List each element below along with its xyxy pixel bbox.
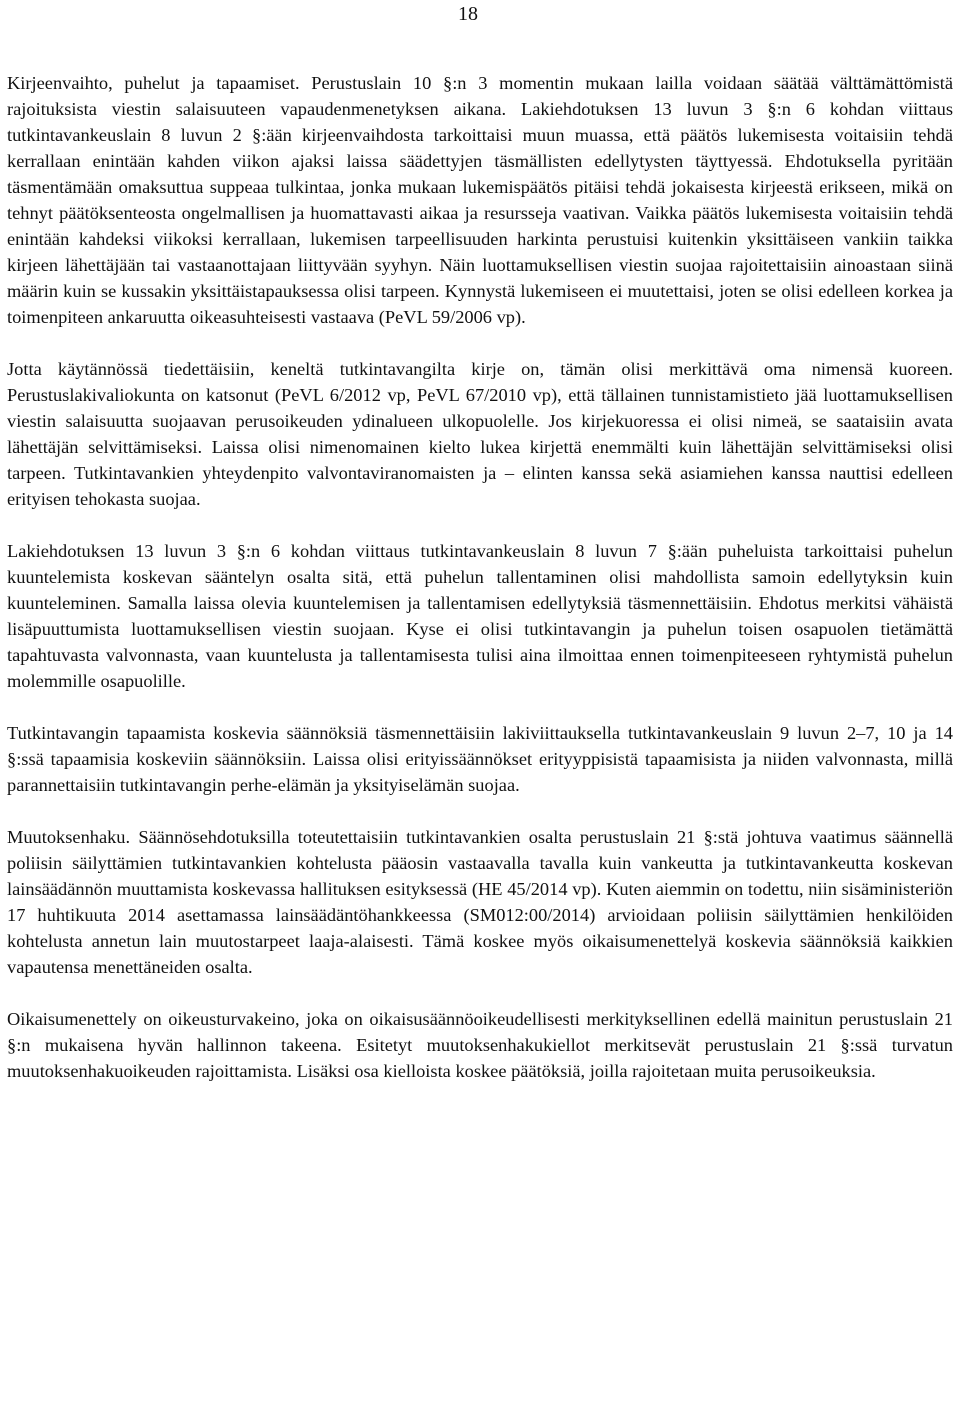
page-number: 18 — [458, 3, 478, 25]
paragraph-correspondence: Kirjeenvaihto, puhelut ja tapaamiset. Perustuslain 10 §:n 3 momentin mukaan lailla voidaan säätää välttämättömistä rajoituksista viestin salaisuuteen vapaudenmenetyksen aikana. Lakiehdotuksen 13 luvun 3 §:n 6 kohdan viittaus tutkintavankeuslain 8 luvun 2 §:ään kirjeenvaihdosta tarkoittaisi muun muassa, että päätös lukemisesta voitaisiin tehdä kerrallaan enintään kahden viikon ajaksi laissa säädettyjen täsmällisten edellytysten täyttyessä. Ehdotuksella pyritään täsmentämään omaksuttua suppeaa tulkintaa, jonka mukaan lukemispäätös pitäisi tehdä jokaisesta kirjeestä erikseen, mikä on tehnyt päätöksenteosta ongelmallisen ja huomattavasti aikaa ja resursseja vaativan. Vaikka päätös lukemisesta voitaisiin tehdä enintään kahdeksi viikoksi kerrallaan, lukemisen tarpeellisuuden harkinta perustuisi kuitenkin yksittäiseen vankiin taikka kirjeen lähettäjään tai vastaanottajaan liittyvään syyhyn. Näin luottamuksellisen viestin suojaa rajoitettaisiin ainoastaan siinä määrin kuin se kussakin yksittäistapauksessa olisi tarpeen. Kynnystä lukemiseen ei muutettaisi, joten se olisi edelleen korkea ja toimenpiteen ankaruutta oikeasuhteisesti vastaava (PeVL 59/2006 vp). — [7, 73, 953, 327]
paragraph-phone-calls: Lakiehdotuksen 13 luvun 3 §:n 6 kohdan viittaus tutkintavankeuslain 8 luvun 7 §:ään puheluista tarkoittaisi puhelun kuuntelemista koskevan sääntelyn osalta sitä, että puhelun tallentaminen olisi mahdollista samoin edellytyksin kuin kuunteleminen. Samalla laissa olevia kuuntelemisen ja tallentamisen edellytyksiä täsmennettäisiin. Ehdotus merkitsi vähäistä lisäpuuttumista luottamuksellisen viestin suojaan. Kyse ei olisi tutkintavangin ja puhelun toisen osapuolen tietämättä tapahtuvasta valvonnasta, vaan kuuntelusta ja tallentamisesta tulisi aina ilmoittaa ennen toimenpiteeseen ryhtymistä puhelun molemmille osapuolille. — [7, 541, 953, 691]
paragraph-visits: Tutkintavangin tapaamista koskevia säännöksiä täsmennettäisiin lakiviittauksella tutkintavankeuslain 9 luvun 2–7, 10 ja 14 §:ssä tapaamisia koskeviin säännöksiin. Laissa olisi erityissäännökset erityyppisistä tapaamisista ja niiden valvonnasta, millä parannettaisiin tutkintavangin perhe-elämän ja yksityiselämän suojaa. — [7, 723, 953, 795]
paragraph-sender-name: Jotta käytännössä tiedettäisiin, keneltä tutkintavangilta kirje on, tämän olisi merkittävä oma nimensä kuoreen. Perustuslakivaliokunta on katsonut (PeVL 6/2012 vp, PeVL 67/2010 vp), että tällainen tunnistamistieto jää luottamuksellisen viestin salaisuutta suojaavan perusoikeuden ydinalueen ulkopuolelle. Jos kirjekuoressa ei olisi nimeä, se saataisiin avata lähettäjän selvittämiseksi. Laissa olisi nimenomainen kielto lukea kirjettä enemmälti kuin lähettäjän selvittämiseksi olisi tarpeen. Tutkintavankien yhteydenpito valvontaviranomaisten ja – elinten kanssa sekä asiamiehen kanssa nauttisi edelleen erityisen tehokasta suojaa. — [7, 359, 953, 509]
paragraph-appeal: Muutoksenhaku. Säännösehdotuksilla toteutettaisiin tutkintavankien osalta perustuslain 21 §:stä johtuva vaatimus säännellä poliisin säilyttämien tutkintavankien kohtelusta pääosin vastaavalla tavalla kuin vankeutta ja tutkintavankeutta koskevan lainsäädännön muuttamista koskevassa hallituksen esityksessä (HE 45/2014 vp). Kuten aiemmin on todettu, niin sisäministeriön 17 huhtikuuta 2014 asettamassa lainsäädäntöhankkeessa (SM012:00/2014) arvioidaan poliisin säilyttämien henkilöiden kohtelusta annetun lain muutostarpeet laaja-alaisesti. Tämä koskee myös oikaisumenettelyä koskevia säännöksiä kaikkien vapautensa menettäneiden osalta. — [7, 827, 953, 977]
document-body — [7, 70, 953, 1084]
paragraph-rectification: Oikaisumenettely on oikeusturvakeino, joka on oikaisusäännöoikeudellisesti merkityksellinen edellä mainitun perustuslain 21 §:n mukaisena hyvän hallinnon takeena. Esitetyt muutoksenhakukiellot merkitsevät perustuslain 21 §:ssä turvatun muutoksenhakuoikeuden rajoittamista. Lisäksi osa kielloista koskee päätöksiä, joilla rajoitetaan muita perusoikeuksia. — [7, 1009, 953, 1081]
